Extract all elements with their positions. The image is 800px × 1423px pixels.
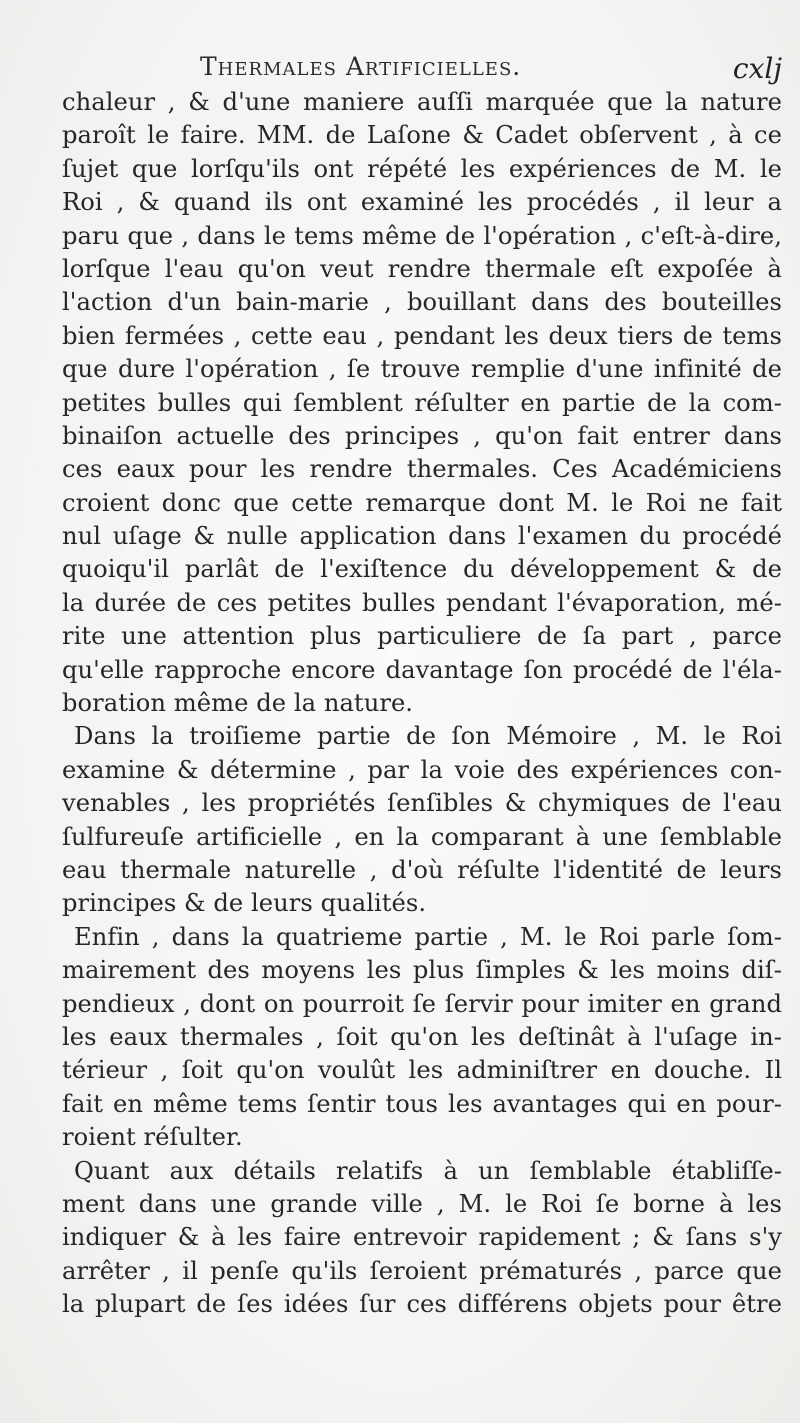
text-line: croient donc que cette remarque dont M. le Roi ne fait bbox=[62, 488, 782, 517]
text-line: rite une attention plus particuliere de ſa part , parce bbox=[62, 622, 782, 651]
text-line: binaiſon actuelle des principes , qu'on fait entrer dans bbox=[62, 421, 782, 450]
text-line: fait en même tems ſentir tous les avantages qui en pour- bbox=[62, 1089, 782, 1118]
text-line: ces eaux pour les rendre thermales. Ces Académiciens bbox=[62, 455, 782, 484]
text-line: ſulfureuſe artificielle , en la comparant à une ſemblable bbox=[62, 822, 782, 851]
text-line: mairement des moyens les plus ſimples & les moins diſ- bbox=[62, 956, 782, 985]
text-line: lorſque l'eau qu'on veut rendre thermale eſt expoſée à bbox=[62, 254, 782, 283]
text-line: la durée de ces petites bulles pendant l'évaporation, mé- bbox=[62, 588, 782, 617]
text-line: Quant aux détails relatifs à un ſemblable établiſſe- bbox=[74, 1156, 782, 1185]
text-line: l'action d'un bain-marie , bouillant dans des bouteilles bbox=[62, 288, 782, 317]
text-line: les eaux thermales , ſoit qu'on les deſtinât à l'uſage in- bbox=[62, 1022, 782, 1051]
text-line: Roi , & quand ils ont examiné les procédés , il leur a bbox=[62, 188, 782, 217]
text-line: Dans la troiſieme partie de ſon Mémoire , M. le Roi bbox=[74, 722, 782, 751]
text-line: examine & détermine , par la voie des expériences con- bbox=[62, 755, 782, 784]
text-line: que dure l'opération , ſe trouve remplie d'une infinité de bbox=[62, 355, 782, 384]
text-line: ſujet que lorſqu'ils ont répété les expériences de M. le bbox=[62, 154, 782, 183]
text-line: qu'elle rapproche encore davantage ſon procédé de l'éla- bbox=[62, 655, 782, 684]
text-line: la plupart de ſes idées ſur ces différens objets pour être bbox=[62, 1290, 782, 1319]
text-line: ment dans une grande ville , M. le Roi ſe borne à les bbox=[62, 1189, 782, 1218]
text-line: Enfin , dans la quatrieme partie , M. le Roi parle ſom- bbox=[74, 922, 782, 951]
running-title: Thermales Artificielles. bbox=[200, 52, 522, 81]
text-line: arrêter , il penſe qu'ils ſeroient prématurés , parce que bbox=[62, 1256, 782, 1285]
text-line: petites bulles qui ſemblent réſulter en partie de la com- bbox=[62, 388, 782, 417]
body-text bbox=[62, 86, 782, 1321]
text-line: principes & de leurs qualités. bbox=[62, 889, 427, 918]
text-line: paroît le faire. MM. de Laſone & Cadet obſervent , à ce bbox=[62, 121, 782, 150]
text-line: bien fermées , cette eau , pendant les deux tiers de tems bbox=[62, 321, 782, 350]
text-line: térieur , ſoit qu'on voulût les adminiſtrer en douche. Il bbox=[62, 1056, 782, 1085]
text-line: nul uſage & nulle application dans l'examen du procédé bbox=[62, 522, 782, 551]
text-line: chaleur , & d'une maniere auſſi marquée que la nature bbox=[62, 88, 782, 116]
text-line: roient réſulter. bbox=[62, 1123, 243, 1152]
text-line: quoiqu'il parlât de l'exiſtence du développement & de bbox=[62, 555, 782, 584]
text-line: pendieux , dont on pourroit ſe ſervir pour imiter en grand bbox=[62, 989, 782, 1018]
text-line: boration même de la nature. bbox=[62, 689, 414, 718]
page-number: cxlj bbox=[732, 52, 782, 85]
text-line: venables , les propriétés ſenſibles & chymiques de l'eau bbox=[62, 789, 782, 818]
text-line: eau thermale naturelle , d'où réſulte l'identité de leurs bbox=[62, 855, 782, 884]
text-line: indiquer & à les faire entrevoir rapidement ; & ſans s'y bbox=[62, 1223, 782, 1252]
text-line: paru que , dans le tems même de l'opération , c'eſt-à-dire, bbox=[62, 221, 782, 250]
